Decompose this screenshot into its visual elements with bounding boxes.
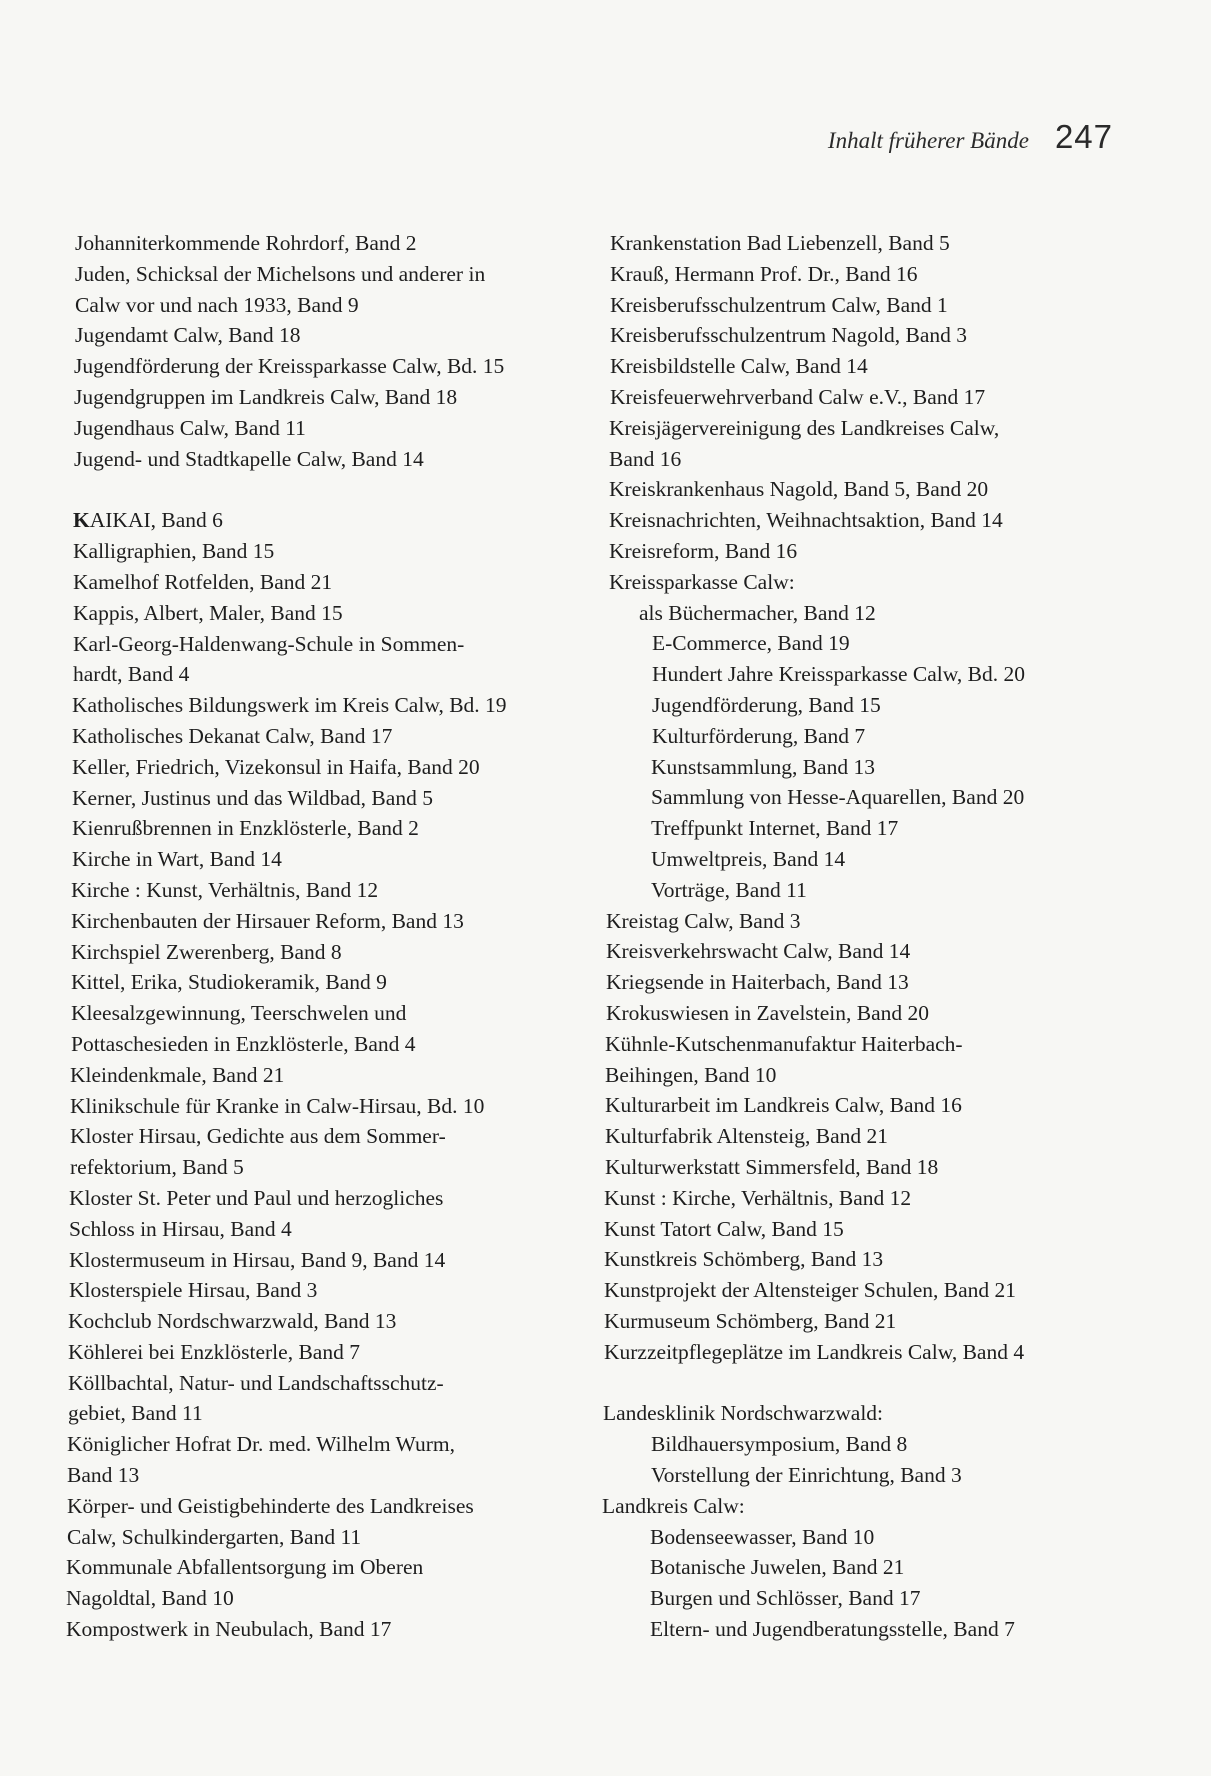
index-entry: Kühnle-Kutschenmanufaktur Haiterbach- <box>605 1031 963 1056</box>
index-subentry: Kunstsammlung, Band 13 <box>651 754 875 779</box>
page-number: 247 <box>1054 118 1113 155</box>
index-subentry: Umweltpreis, Band 14 <box>651 846 846 871</box>
index-entry: Kleindenkmale, Band 21 <box>70 1062 285 1087</box>
index-subentry: Bodenseewasser, Band 10 <box>650 1524 875 1549</box>
index-entry: Jugendamt Calw, Band 18 <box>75 323 301 348</box>
index-entry: Schloss in Hirsau, Band 4 <box>69 1216 292 1241</box>
index-entry: Kreisbildstelle Calw, Band 14 <box>610 354 868 379</box>
index-entry: Kompostwerk in Neubulach, Band 17 <box>66 1617 392 1642</box>
index-subentry: Hundert Jahre Kreissparkasse Calw, Bd. 20 <box>652 662 1025 687</box>
index-entry: Kleesalzgewinnung, Teerschwelen und <box>71 1001 407 1026</box>
index-entry: Kloster St. Peter und Paul und herzogliches <box>69 1185 444 1210</box>
index-entry: Kalligraphien, Band 15 <box>73 539 275 564</box>
index-entry: Landkreis Calw: <box>602 1493 745 1518</box>
index-subentry: Sammlung von Hesse-Aquarellen, Band 20 <box>651 785 1025 810</box>
index-subentry: Vorstellung der Einrichtung, Band 3 <box>651 1463 962 1488</box>
index-entry: Köllbachtal, Natur- und Landschaftsschutz- <box>68 1370 444 1395</box>
index-subentry: Bildhauersymposium, Band 8 <box>651 1432 908 1457</box>
index-entry: Kulturarbeit im Landkreis Calw, Band 16 <box>605 1093 962 1118</box>
index-column-left <box>66 228 591 1645</box>
index-entry: Königlicher Hofrat Dr. med. Wilhelm Wurm, <box>67 1432 455 1457</box>
index-entry: Kirche : Kunst, Verhältnis, Band 12 <box>71 877 379 902</box>
index-entry: Kappis, Albert, Maler, Band 15 <box>73 600 343 625</box>
index-entry: hardt, Band 4 <box>73 662 190 687</box>
index-entry: Kunst Tatort Calw, Band 15 <box>604 1216 844 1241</box>
index-subentry: E-Commerce, Band 19 <box>652 631 850 656</box>
index-subentry: Treffpunkt Internet, Band 17 <box>651 816 899 841</box>
index-subentry: Burgen und Schlösser, Band 17 <box>650 1586 921 1611</box>
index-entry: Klostermuseum in Hirsau, Band 9, Band 14 <box>69 1247 446 1272</box>
index-entry: Nagoldtal, Band 10 <box>66 1586 234 1611</box>
index-entry: refektorium, Band 5 <box>70 1155 244 1180</box>
index-entry: Klinikschule für Kranke in Calw-Hirsau, Bd. 10 <box>70 1093 485 1118</box>
index-entry: Kirchspiel Zwerenberg, Band 8 <box>71 939 342 964</box>
index-entry: Kunst : Kirche, Verhältnis, Band 12 <box>604 1185 912 1210</box>
index-entry: Kulturfabrik Altensteig, Band 21 <box>605 1124 889 1149</box>
running-title: Inhalt früherer Bände <box>827 128 1029 153</box>
index-entry: Katholisches Dekanat Calw, Band 17 <box>72 723 393 748</box>
index-entry: Kurmuseum Schömberg, Band 21 <box>604 1308 897 1333</box>
index-entry: Kamelhof Rotfelden, Band 21 <box>73 569 333 594</box>
index-entry: Köhlerei bei Enzklösterle, Band 7 <box>68 1339 360 1364</box>
index-entry: Band 16 <box>609 446 682 471</box>
index-entry: Kreistag Calw, Band 3 <box>606 908 801 933</box>
section-gap <box>606 1367 1126 1398</box>
index-entry: Krokuswiesen in Zavelstein, Band 20 <box>606 1000 930 1025</box>
index-entry: Kirche in Wart, Band 14 <box>72 847 282 872</box>
index-subentry: Botanische Juwelen, Band 21 <box>650 1555 905 1580</box>
index-entry: Jugendhaus Calw, Band 11 <box>74 415 306 440</box>
index-entry: Krauß, Hermann Prof. Dr., Band 16 <box>610 261 918 286</box>
index-entry: Keller, Friedrich, Vizekonsul in Haifa, Band 20 <box>72 754 480 779</box>
index-entry: Kienrußbrennen in Enzklösterle, Band 2 <box>72 816 419 841</box>
page-header <box>828 118 1113 156</box>
index-subentry: als Büchermacher, Band 12 <box>639 600 876 625</box>
index-entry: Kreisreform, Band 16 <box>609 538 798 563</box>
index-entry: Kreissparkasse Calw: <box>609 569 795 594</box>
index-entry: Jugendförderung der Kreissparkasse Calw, Bd. 15 <box>74 354 505 379</box>
index-entry: KAIKAI, Band 6 <box>73 508 223 533</box>
index-entry: Juden, Schicksal der Michelsons und anderer in <box>75 261 486 286</box>
index-entry: Kunstprojekt der Altensteiger Schulen, Band 21 <box>604 1278 1017 1303</box>
index-entry: Jugend- und Stadtkapelle Calw, Band 14 <box>74 446 424 471</box>
index-entry: Kloster Hirsau, Gedichte aus dem Sommer- <box>70 1124 446 1149</box>
index-entry: Kreisverkehrswacht Calw, Band 14 <box>606 939 911 964</box>
index-subentry: Eltern- und Jugendberatungsstelle, Band 7 <box>650 1617 1015 1642</box>
index-entry: Kriegsende in Haiterbach, Band 13 <box>606 970 909 995</box>
index-subentry: Vorträge, Band 11 <box>651 877 807 902</box>
index-entry: Kreisnachrichten, Weihnachtsaktion, Band 14 <box>609 508 1003 533</box>
index-entry: Kochclub Nordschwarzwald, Band 13 <box>68 1309 397 1334</box>
index-subentry: Kulturförderung, Band 7 <box>652 723 866 748</box>
index-entry: Landesklinik Nordschwarzwald: <box>603 1401 884 1426</box>
index-entry: Kommunale Abfallentsorgung im Oberen <box>66 1555 424 1580</box>
index-entry: Kreiskrankenhaus Nagold, Band 5, Band 20 <box>609 477 989 502</box>
index-entry: Karl-Georg-Haldenwang-Schule in Sommen- <box>73 631 465 656</box>
index-entry: Kreisjägervereinigung des Landkreises Calw, <box>609 415 1000 440</box>
index-entry: Calw, Schulkindergarten, Band 11 <box>67 1524 362 1549</box>
index-entry: Kreisfeuerwehrverband Calw e.V., Band 17 <box>610 384 986 409</box>
index-entry: Krankenstation Bad Liebenzell, Band 5 <box>610 231 950 255</box>
index-entry: Kittel, Erika, Studiokeramik, Band 9 <box>71 970 387 995</box>
section-gap <box>71 474 591 505</box>
index-entry: Pottaschesieden in Enzklösterle, Band 4 <box>71 1031 416 1056</box>
index-entry: Band 13 <box>67 1463 140 1488</box>
index-entry: Klosterspiele Hirsau, Band 3 <box>69 1278 318 1303</box>
index-entry: Kurzzeitpflegeplätze im Landkreis Calw, Band 4 <box>604 1339 1025 1364</box>
index-entry: Kreisberufsschulzentrum Nagold, Band 3 <box>610 323 968 348</box>
index-entry: Kirchenbauten der Hirsauer Reform, Band 13 <box>71 908 464 933</box>
index-entry: Katholisches Bildungswerk im Kreis Calw, Bd. 19 <box>72 693 507 718</box>
index-entry: Kulturwerkstatt Simmersfeld, Band 18 <box>605 1154 939 1179</box>
index-entry: Beihingen, Band 10 <box>605 1062 777 1087</box>
index-subentry: Jugendförderung, Band 15 <box>652 692 881 717</box>
index-entry: Jugendgruppen im Landkreis Calw, Band 18 <box>74 384 458 409</box>
index-entry: Kreisberufsschulzentrum Calw, Band 1 <box>610 292 948 317</box>
index-entry: Calw vor und nach 1933, Band 9 <box>75 292 359 317</box>
index-entry: Kerner, Justinus und das Wildbad, Band 5 <box>72 785 433 810</box>
index-entry: Körper- und Geistigbehinderte des Landkreises <box>67 1493 474 1518</box>
index-entry: Kunstkreis Schömberg, Band 13 <box>604 1247 884 1272</box>
index-entry: Johanniterkommende Rohrdorf, Band 2 <box>75 231 417 255</box>
index-entry: gebiet, Band 11 <box>68 1401 203 1426</box>
index-column-right <box>602 228 1126 1645</box>
